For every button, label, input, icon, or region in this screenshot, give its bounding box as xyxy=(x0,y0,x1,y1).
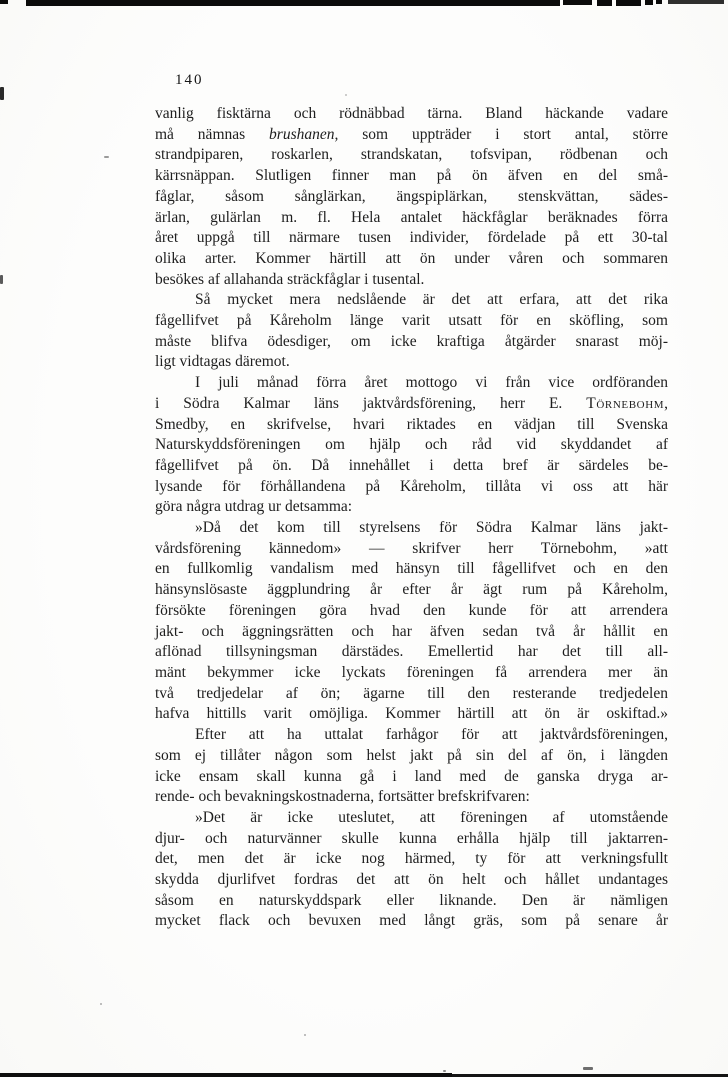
paragraph xyxy=(155,808,668,932)
scan-edge-top-seg xyxy=(597,0,612,6)
text-line xyxy=(155,518,668,539)
scan-edge-top-seg xyxy=(668,0,724,4)
text-run: må nämnas xyxy=(155,125,270,143)
text-run: som uppträder i stort antal, större xyxy=(338,125,668,143)
scan-edge-top-seg xyxy=(645,0,653,5)
text-run: en fullkomlig vandalism med hänsyn till fågellifvet och en den xyxy=(155,560,668,578)
text-line xyxy=(155,332,668,353)
text-run: Smedby, en skrifvelse, hvari riktades en vädjan till Svenska xyxy=(155,415,668,433)
text-line xyxy=(155,311,668,332)
text-line xyxy=(155,166,668,187)
text-run: strandpiparen, roskarlen, strandskatan, tofsvipan, rödbenan och xyxy=(155,146,668,164)
scan-speck xyxy=(0,87,4,100)
text-run: »Det är icke uteslutet, att föreningen af utomstående xyxy=(195,808,668,826)
scan-speck xyxy=(100,1003,102,1005)
paragraph xyxy=(155,373,668,518)
paragraph xyxy=(155,725,668,808)
page-number: 140 xyxy=(175,72,204,88)
text-run: måste blifva ödesdiger, om icke kraftiga åtgärder snarast möj- xyxy=(155,332,668,350)
text-line xyxy=(155,290,668,311)
text-run: jakt- och äggningsrätten och har äfven sedan två år hållit en xyxy=(155,622,668,640)
text-run: kärrsnäppan. Slutligen finner man på ön äfven en del små- xyxy=(155,167,668,185)
text-line xyxy=(155,125,668,146)
text-run: två tredjedelar af ön; ägarne till den resterande tredjedelen xyxy=(155,684,668,702)
text-line xyxy=(155,415,668,436)
text-line xyxy=(155,373,668,394)
text-run: fåglar, såsom sånglärkan, ängspiplärkan, stenskvättan, sädes- xyxy=(155,187,668,205)
italic-text: brushanen, xyxy=(269,125,339,143)
text-run: lysande för förhållandena på Kåreholm, tillåta vi oss att här xyxy=(155,477,668,495)
text-run: ligt vidtagas däremot. xyxy=(155,353,290,371)
text-line xyxy=(155,829,668,850)
paragraph xyxy=(155,518,668,725)
text-run: ärlan, gulärlan m. fl. Hela antalet häckfåglar beräknades förra xyxy=(155,208,668,226)
page-text xyxy=(155,104,668,932)
text-line xyxy=(155,911,668,932)
text-line xyxy=(155,870,668,891)
smallcaps-text: Törnebohm xyxy=(586,394,665,412)
text-run: Så mycket mera nedslående är det att erfara, att det rika xyxy=(195,291,668,309)
text-run: skydda djurlifvet fordras det att ön helt och hållet undantages xyxy=(155,871,668,889)
text-run: Naturskyddsföreningen om hjälp och råd vid skyddandet af xyxy=(155,436,668,454)
text-run: det, men det är icke nog härmed, ty för att verkningsfullt xyxy=(155,850,668,868)
text-line xyxy=(155,767,668,788)
text-run: i Södra Kalmar läns jaktvårdsförening, herr E. xyxy=(155,394,587,412)
scan-edge-top-mark xyxy=(0,0,8,4)
text-run: göra några utdrag ur detsamma: xyxy=(155,498,353,516)
text-run: rende- och bevakningskostnaderna, fortsätter brefskrifvaren: xyxy=(155,788,530,806)
text-line xyxy=(155,891,668,912)
text-line xyxy=(155,394,668,415)
scan-edge-top-seg xyxy=(616,0,641,6)
text-line xyxy=(155,663,668,684)
text-line xyxy=(155,622,668,643)
text-line xyxy=(155,559,668,580)
text-line xyxy=(155,787,668,808)
text-run: Efter att ha uttalat farhågor för att jaktvårdsföreningen, xyxy=(195,726,668,744)
text-line xyxy=(155,725,668,746)
text-line xyxy=(155,684,668,705)
text-line xyxy=(155,208,668,229)
paragraph xyxy=(155,290,668,373)
text-run: aflönad tillsyningsman därstädes. Emellertid har det till all- xyxy=(155,643,668,661)
text-line xyxy=(155,580,668,601)
text-line xyxy=(155,704,668,725)
text-run: djur- och naturvänner skulle kunna erhålla hjälp till jaktarren- xyxy=(155,829,668,847)
text-line xyxy=(155,104,668,125)
text-line xyxy=(155,849,668,870)
text-line xyxy=(155,456,668,477)
text-line xyxy=(155,352,668,373)
text-line xyxy=(155,435,668,456)
text-run: mänt bekymmer icke lyckats föreningen få arrendera mer än xyxy=(155,663,668,681)
text-line xyxy=(155,249,668,270)
text-line xyxy=(155,228,668,249)
scan-speck xyxy=(0,275,3,284)
text-run: besökes af allahanda sträckfåglar i tusental. xyxy=(155,270,425,288)
text-run: I juli månad förra året mottogo vi från vice ordföranden xyxy=(195,374,668,392)
text-line xyxy=(155,601,668,622)
text-run: mycket flack och bevuxen med långt gräs, som på senare år xyxy=(155,912,668,930)
text-line xyxy=(155,642,668,663)
text-run: hafva hittills varit omöjliga. Kommer härtill att ön är oskiftad.» xyxy=(155,705,668,723)
text-run: såsom en naturskyddspark eller liknande. Den är nämligen xyxy=(155,891,668,909)
text-line xyxy=(155,539,668,560)
text-run: olika arter. Kommer härtill att ön under våren och sommaren xyxy=(155,249,668,267)
text-line xyxy=(155,187,668,208)
text-run: fågellifvet på Kåreholm länge varit utsatt för en sköfling, som xyxy=(155,312,668,330)
text-line xyxy=(155,746,668,767)
text-line xyxy=(155,270,668,291)
text-run: , xyxy=(664,394,668,412)
scan-edge-bottom-thick xyxy=(0,1073,452,1077)
scan-edge-top-seg xyxy=(563,0,592,5)
scan-edge-top-main xyxy=(26,0,560,6)
text-run: »Då det kom till styrelsens för Södra Kalmar läns jakt- xyxy=(195,519,668,537)
text-line xyxy=(155,497,668,518)
text-line xyxy=(155,477,668,498)
text-run: försökte föreningen göra hvad den kunde för att arrendera xyxy=(155,601,668,619)
text-run: som ej tillåter någon som helst jakt på sin del af ön, i längden xyxy=(155,746,668,764)
scan-speck xyxy=(104,156,109,158)
text-line xyxy=(155,808,668,829)
text-run: fågellifvet på ön. Då innehållet i detta bref är särdeles be- xyxy=(155,456,668,474)
scan-edge-top-seg xyxy=(656,0,662,4)
scan-speck xyxy=(345,94,347,96)
scan-speck xyxy=(304,1034,306,1036)
scan-speck xyxy=(583,1067,593,1070)
text-line xyxy=(155,145,668,166)
text-run: året uppgå till närmare tusen individer, fördelade på ett 30-tal xyxy=(155,229,668,247)
paragraph xyxy=(155,104,668,290)
text-run: hänsynslösaste äggplundring år efter år ägt rum på Kåreholm, xyxy=(155,581,668,599)
scan-speck xyxy=(443,1070,446,1072)
text-run: vanlig fisktärna och rödnäbbad tärna. Bland häckande vadare xyxy=(155,105,668,122)
text-run: icke ensam skall kunna gå i land med de ganska dryga ar- xyxy=(155,767,668,785)
text-run: vårdsförening kännedom» — skrifver herr Törnebohm, »att xyxy=(155,539,668,557)
